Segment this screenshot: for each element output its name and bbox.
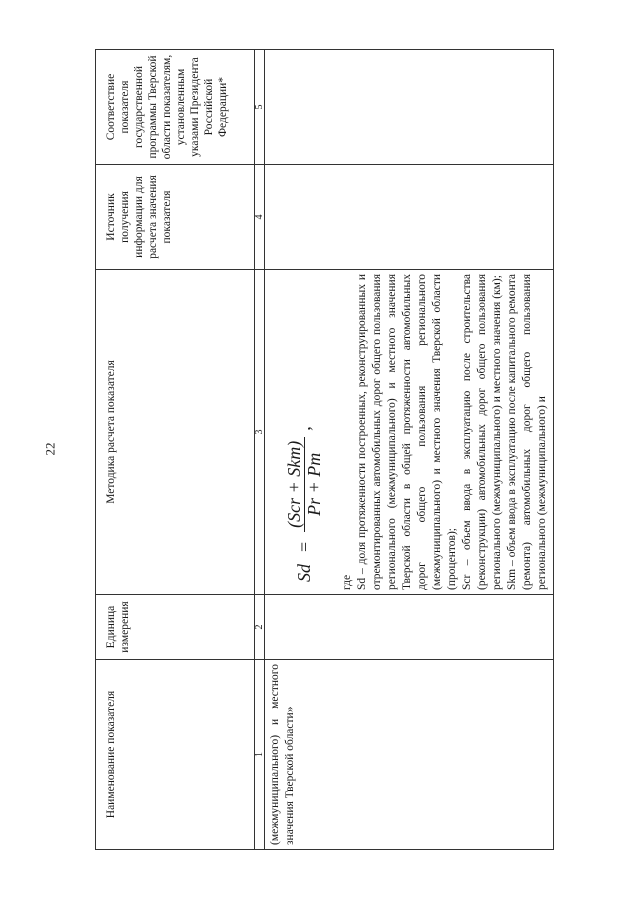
header-unit: Единица измерения [96,595,255,660]
header-calculation-method: Методика расчета показателя [96,270,255,595]
header-indicator-name: Наименование показателя [96,660,255,850]
formula [268,274,340,590]
indicator-name-cell: (межмуниципального) и местного значения Тверской области» [265,660,554,850]
calculation-method-cell [265,270,554,595]
data-source-cell [265,165,554,270]
definition-scr: Scr – объем ввода в эксплуатацию после строительства (реконструкции) автомобильных дорог общего пользования регионального (межмуниципального) и местного значения (км); [461,274,503,590]
column-number-3: 3 [255,270,265,595]
column-number-1: 1 [255,660,265,850]
column-number-2: 2 [255,595,265,660]
formula-fraction [283,437,324,532]
column-number-4: 4 [255,165,265,270]
column-number-5: 5 [255,50,265,165]
formula-numerator: (Scr + Skm) [287,437,305,532]
table-row [265,50,554,850]
page-number: 22 [42,442,58,456]
formula-tail: , [293,426,314,431]
compliance-cell [265,50,554,165]
definition-sd: Sd – доля протяженности построенных, реконструированных и отремонтированных автомобильных дорог общего пользования регионального (межмуниципального) и местного значения Тверской области в общей протяженности автомобильных дорог общего пользования регионального (межмуниципального) и местного значения Тверской области (процентов); [356,274,458,590]
rotated-page-content [95,50,548,850]
indicator-table [95,49,554,850]
header-presidential-decrees-compliance: Соответствие показателя государственной программы Тверской области показателям, установленным указами Президента Российской Федерации* [96,50,255,165]
where-label: где [341,574,353,590]
formula-denominator: Pr + Pm [303,452,324,516]
unit-cell [265,595,554,660]
definition-skm: Skm – объем ввода в эксплуатацию после капитального ремонта (ремонта) автомобильных дорог общего пользования регионального (межмуниципального) и [506,274,548,590]
column-number-row [255,50,265,850]
formula-equals: = [293,541,314,552]
formula-lhs: Sd [293,564,314,582]
header-data-source: Источник получения информации для расчета значения показателя [96,165,255,270]
table-header-row [96,50,255,850]
